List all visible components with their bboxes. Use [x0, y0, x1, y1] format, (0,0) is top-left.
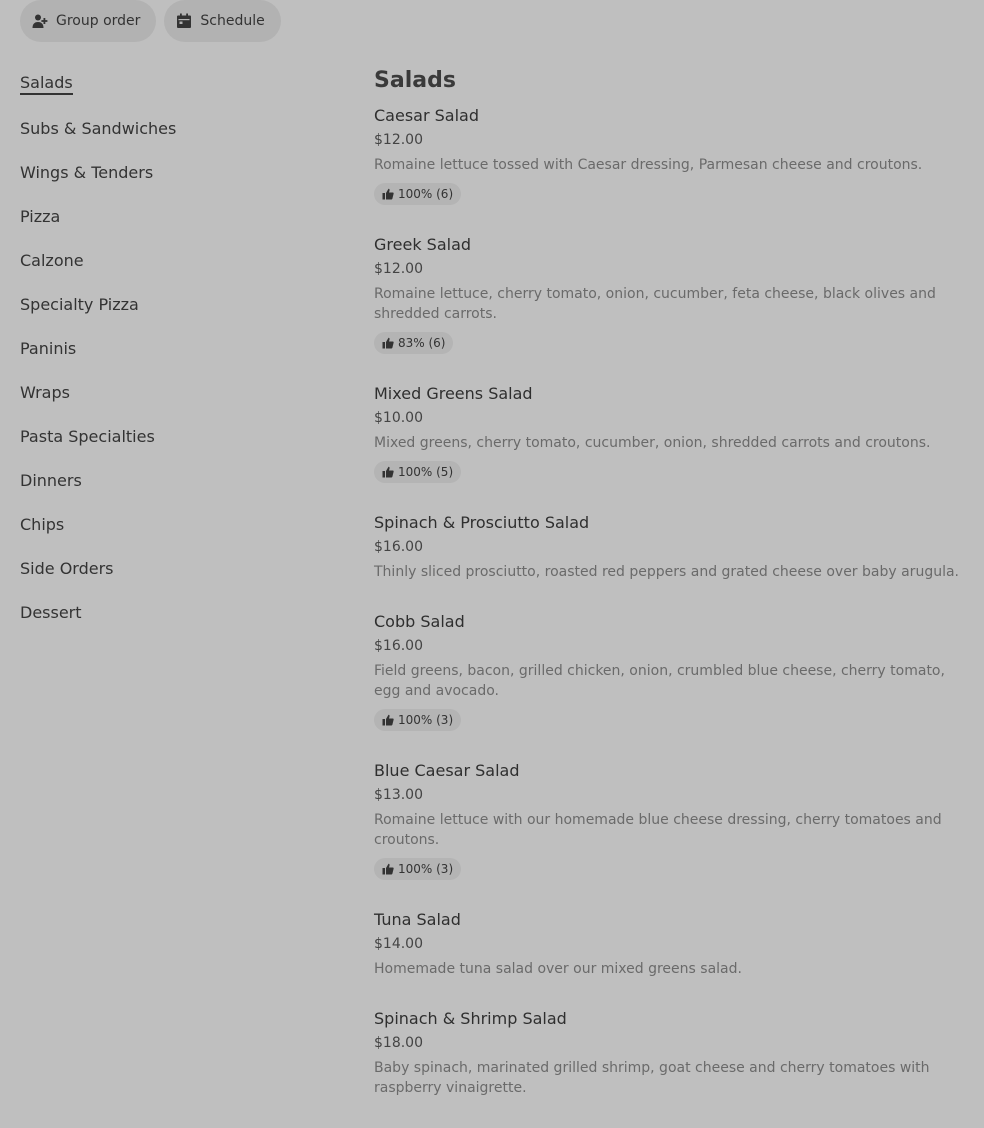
menu-item-price: $12.00	[374, 261, 423, 277]
menu-item-price: $18.00	[374, 1035, 423, 1051]
rating-badge	[374, 183, 461, 205]
category-sidebar	[20, 62, 320, 634]
menu-item-price: $12.00	[374, 132, 423, 148]
menu-item[interactable]	[374, 761, 964, 880]
sidebar-item-label: Subs & Sandwiches	[20, 118, 177, 138]
menu-item-description: Romaine lettuce, cherry tomato, onion, cucumber, feta cheese, black olives and shredded carrots.	[374, 286, 936, 322]
sidebar-item-label: Salads	[20, 73, 73, 95]
menu-item-description: Mixed greens, cherry tomato, cucumber, onion, shredded carrots and croutons.	[374, 435, 931, 451]
thumbs-up-icon	[382, 466, 394, 478]
sidebar-item-pasta-specialties[interactable]	[20, 414, 320, 458]
sidebar-item-pizza[interactable]	[20, 194, 320, 238]
sidebar-item-label: Paninis	[20, 338, 77, 358]
sidebar-item-wings-tenders[interactable]	[20, 150, 320, 194]
rating-text: 83% (6)	[398, 336, 446, 350]
menu-item-price: $13.00	[374, 787, 423, 803]
menu-item-name[interactable]: Blue Caesar Salad	[374, 761, 520, 780]
rating-text: 100% (6)	[398, 187, 454, 201]
sidebar-item-label: Chips	[20, 514, 65, 534]
section-title: Salads	[374, 68, 456, 93]
sidebar-item-label: Specialty Pizza	[20, 294, 139, 314]
menu-item[interactable]	[374, 513, 964, 582]
menu-item-description: Homemade tuna salad over our mixed greens salad.	[374, 961, 742, 977]
menu-item-description: Romaine lettuce tossed with Caesar dressing, Parmesan cheese and croutons.	[374, 157, 923, 173]
menu-item-price: $10.00	[374, 410, 423, 426]
menu-item-description: Baby spinach, marinated grilled shrimp, goat cheese and cherry tomatoes with raspberry vinaigrette.	[374, 1060, 930, 1096]
menu-item[interactable]	[374, 612, 964, 731]
rating-badge	[374, 332, 453, 354]
menu-item[interactable]	[374, 235, 964, 354]
sidebar-item-label: Dinners	[20, 470, 82, 490]
group-order-label: Group order	[56, 13, 141, 29]
rating-badge	[374, 709, 461, 731]
menu-item-name[interactable]: Greek Salad	[374, 235, 472, 254]
thumbs-up-icon	[382, 337, 394, 349]
menu-item-name[interactable]: Cobb Salad	[374, 612, 465, 631]
menu-item-name[interactable]: Tuna Salad	[374, 910, 461, 929]
sidebar-item-label: Pizza	[20, 206, 61, 226]
sidebar-item-wraps[interactable]	[20, 370, 320, 414]
thumbs-up-icon	[382, 863, 394, 875]
sidebar-item-label: Dessert	[20, 602, 82, 622]
sidebar-item-side-orders[interactable]	[20, 546, 320, 590]
calendar-icon	[176, 13, 192, 29]
menu-item-list	[374, 106, 964, 1098]
top-actions	[20, 0, 281, 42]
rating-badge	[374, 461, 461, 483]
sidebar-item-specialty-pizza[interactable]	[20, 282, 320, 326]
menu-item-description: Thinly sliced prosciutto, roasted red peppers and grated cheese over baby arugula.	[374, 564, 959, 580]
menu-section	[374, 62, 964, 1128]
menu-item-name[interactable]: Spinach & Prosciutto Salad	[374, 513, 590, 532]
menu-item[interactable]	[374, 910, 964, 979]
rating-text: 100% (3)	[398, 862, 454, 876]
menu-item[interactable]	[374, 1009, 964, 1098]
sidebar-item-paninis[interactable]	[20, 326, 320, 370]
schedule-button[interactable]	[164, 0, 280, 42]
menu-item[interactable]	[374, 384, 964, 483]
thumbs-up-icon	[382, 188, 394, 200]
sidebar-item-salads[interactable]	[20, 62, 320, 106]
sidebar-item-label: Side Orders	[20, 558, 114, 578]
menu-item-price: $16.00	[374, 638, 423, 654]
sidebar-item-calzone[interactable]	[20, 238, 320, 282]
sidebar-item-dessert[interactable]	[20, 590, 320, 634]
menu-item-name[interactable]: Mixed Greens Salad	[374, 384, 533, 403]
person-add-icon	[32, 13, 48, 29]
menu-item-name[interactable]: Caesar Salad	[374, 106, 479, 125]
menu-item-description: Romaine lettuce with our homemade blue cheese dressing, cherry tomatoes and croutons.	[374, 812, 942, 848]
menu-item[interactable]	[374, 106, 964, 205]
sidebar-item-dinners[interactable]	[20, 458, 320, 502]
sidebar-item-label: Wraps	[20, 382, 70, 402]
sidebar-item-chips[interactable]	[20, 502, 320, 546]
thumbs-up-icon	[382, 714, 394, 726]
rating-text: 100% (5)	[398, 465, 454, 479]
sidebar-item-label: Calzone	[20, 250, 84, 270]
menu-item-description: Field greens, bacon, grilled chicken, onion, crumbled blue cheese, cherry tomato, egg and avocado.	[374, 663, 945, 699]
group-order-button[interactable]	[20, 0, 156, 42]
menu-item-price: $16.00	[374, 539, 423, 555]
sidebar-item-label: Pasta Specialties	[20, 426, 155, 446]
sidebar-item-label: Wings & Tenders	[20, 162, 154, 182]
schedule-label: Schedule	[200, 13, 265, 29]
sidebar-item-subs-sandwiches[interactable]	[20, 106, 320, 150]
menu-item-name[interactable]: Spinach & Shrimp Salad	[374, 1009, 567, 1028]
menu-item-price: $14.00	[374, 936, 423, 952]
rating-text: 100% (3)	[398, 713, 454, 727]
rating-badge	[374, 858, 461, 880]
